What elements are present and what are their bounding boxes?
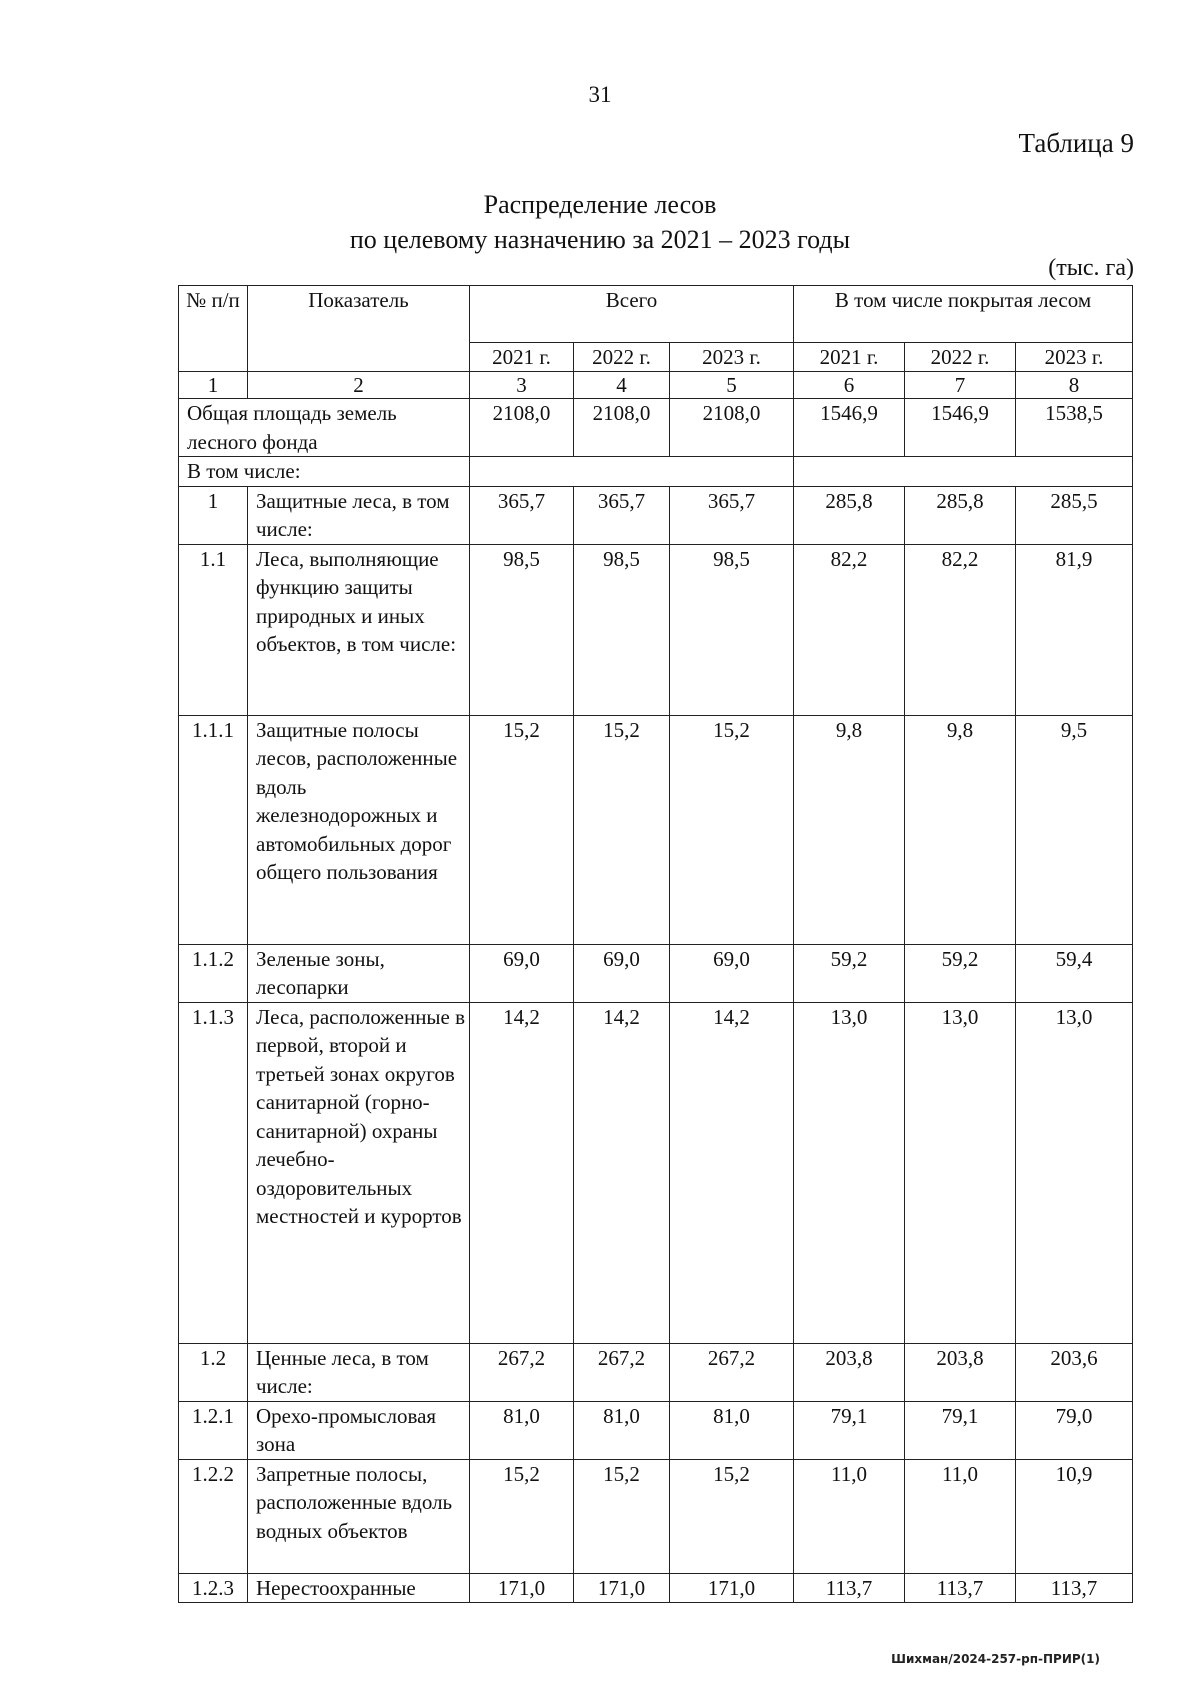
- value-cell: 98,5: [470, 544, 574, 715]
- value-cell: 15,2: [670, 1459, 794, 1573]
- value-cell: 10,9: [1016, 1459, 1133, 1573]
- value-cell: 285,8: [905, 486, 1016, 544]
- header-no: № п/п: [179, 286, 248, 372]
- value-cell: 82,2: [794, 544, 905, 715]
- value-cell: 171,0: [470, 1573, 574, 1603]
- column-number: 7: [905, 372, 1016, 399]
- row-label: Защитные леса, в том числе:: [248, 486, 470, 544]
- value-cell: 365,7: [670, 486, 794, 544]
- table-title-line-1: Распределение лесов: [483, 190, 717, 219]
- header-indicator: Показатель: [248, 286, 470, 372]
- header-year: 2023 г.: [670, 343, 794, 372]
- row-number: 1.2.3: [179, 1573, 248, 1603]
- document-code: Шихман/2024-257-рп-ПРИР(1): [891, 1652, 1100, 1666]
- row-number: 1.1: [179, 544, 248, 715]
- value-cell: 113,7: [905, 1573, 1016, 1603]
- value-cell: 81,0: [670, 1401, 794, 1459]
- value-cell: 15,2: [574, 1459, 670, 1573]
- value-cell: 1538,5: [1016, 399, 1133, 457]
- forest-distribution-table: [178, 285, 1133, 1603]
- units-label: (тыс. га): [1048, 255, 1134, 281]
- header-row-top: [179, 286, 1133, 343]
- value-cell: 1546,9: [905, 399, 1016, 457]
- row-label: Защитные полосы лесов, расположенные вдоль железнодорожных и автомобильных дорог общего пользования: [248, 715, 470, 944]
- value-cell: 15,2: [670, 715, 794, 944]
- value-cell: 113,7: [1016, 1573, 1133, 1603]
- table-row: [179, 1401, 1133, 1459]
- table-row: [179, 486, 1133, 544]
- header-total: Всего: [470, 286, 794, 343]
- value-cell: 98,5: [574, 544, 670, 715]
- value-cell: 2108,0: [574, 399, 670, 457]
- value-cell: 15,2: [470, 715, 574, 944]
- value-cell: 13,0: [1016, 1002, 1133, 1343]
- header-year: 2021 г.: [794, 343, 905, 372]
- value-cell: 79,1: [794, 1401, 905, 1459]
- row-label: Зеленые зоны, лесопарки: [248, 944, 470, 1002]
- row-label: Ценные леса, в том числе:: [248, 1343, 470, 1401]
- total-row: [179, 399, 1133, 457]
- value-cell: 2108,0: [670, 399, 794, 457]
- value-cell: 267,2: [670, 1343, 794, 1401]
- value-cell: 98,5: [670, 544, 794, 715]
- row-number: 1.1.3: [179, 1002, 248, 1343]
- row-label: Леса, выполняющие функцию защиты природных и иных объектов, в том числе:: [248, 544, 470, 715]
- value-cell: 203,8: [905, 1343, 1016, 1401]
- value-cell: 14,2: [470, 1002, 574, 1343]
- value-cell: 13,0: [794, 1002, 905, 1343]
- value-cell: 59,2: [905, 944, 1016, 1002]
- empty-cell: [794, 457, 1133, 487]
- table-title: [0, 187, 1200, 257]
- column-number: 4: [574, 372, 670, 399]
- column-number: 1: [179, 372, 248, 399]
- header-year: 2023 г.: [1016, 343, 1133, 372]
- row-number: 1.1.2: [179, 944, 248, 1002]
- page-number: 31: [588, 82, 612, 107]
- header-year: 2022 г.: [905, 343, 1016, 372]
- value-cell: 203,8: [794, 1343, 905, 1401]
- value-cell: 14,2: [670, 1002, 794, 1343]
- value-cell: 365,7: [470, 486, 574, 544]
- value-cell: 171,0: [670, 1573, 794, 1603]
- value-cell: 113,7: [794, 1573, 905, 1603]
- row-number: 1.2.1: [179, 1401, 248, 1459]
- header-year: 2021 г.: [470, 343, 574, 372]
- row-label: Леса, расположенные в первой, второй и третьей зонах округов санитарной (горно-санитарной) охраны лечебно-оздоровительных местностей и курортов: [248, 1002, 470, 1343]
- value-cell: 59,4: [1016, 944, 1133, 1002]
- table-title-line-2: по целевому назначению за 2021 – 2023 годы: [349, 225, 851, 254]
- row-number: 1.2: [179, 1343, 248, 1401]
- table-row: [179, 544, 1133, 715]
- row-label: Нерестоохранные: [248, 1573, 470, 1603]
- value-cell: 79,0: [1016, 1401, 1133, 1459]
- value-cell: 267,2: [470, 1343, 574, 1401]
- value-cell: 79,1: [905, 1401, 1016, 1459]
- value-cell: 69,0: [574, 944, 670, 1002]
- value-cell: 171,0: [574, 1573, 670, 1603]
- table-label: Таблица 9: [1018, 128, 1134, 158]
- column-number: 3: [470, 372, 574, 399]
- row-label: Орехо-промысловая зона: [248, 1401, 470, 1459]
- table-row: [179, 1459, 1133, 1573]
- row-number: 1.1.1: [179, 715, 248, 944]
- column-number-row: [179, 372, 1133, 399]
- value-cell: 9,8: [905, 715, 1016, 944]
- column-number: 2: [248, 372, 470, 399]
- column-number: 5: [670, 372, 794, 399]
- value-cell: 15,2: [470, 1459, 574, 1573]
- table-row: [179, 1573, 1133, 1603]
- value-cell: 15,2: [574, 715, 670, 944]
- table-row: [179, 715, 1133, 944]
- value-cell: 365,7: [574, 486, 670, 544]
- value-cell: 59,2: [794, 944, 905, 1002]
- value-cell: 13,0: [905, 1002, 1016, 1343]
- value-cell: 1546,9: [794, 399, 905, 457]
- including-label: В том числе:: [179, 457, 470, 487]
- value-cell: 9,5: [1016, 715, 1133, 944]
- row-number: 1.2.2: [179, 1459, 248, 1573]
- value-cell: 81,0: [470, 1401, 574, 1459]
- table-row: [179, 944, 1133, 1002]
- including-row: [179, 457, 1133, 487]
- value-cell: 69,0: [670, 944, 794, 1002]
- row-number: 1: [179, 486, 248, 544]
- value-cell: 9,8: [794, 715, 905, 944]
- value-cell: 203,6: [1016, 1343, 1133, 1401]
- total-row-label: Общая площадь земель лесного фонда: [179, 399, 470, 457]
- value-cell: 69,0: [470, 944, 574, 1002]
- value-cell: 11,0: [905, 1459, 1016, 1573]
- value-cell: 11,0: [794, 1459, 905, 1573]
- empty-cell: [470, 457, 794, 487]
- header-forested: В том числе покрытая лесом: [794, 286, 1133, 343]
- value-cell: 285,8: [794, 486, 905, 544]
- header-year: 2022 г.: [574, 343, 670, 372]
- table-row: [179, 1343, 1133, 1401]
- value-cell: 82,2: [905, 544, 1016, 715]
- value-cell: 267,2: [574, 1343, 670, 1401]
- value-cell: 14,2: [574, 1002, 670, 1343]
- column-number: 6: [794, 372, 905, 399]
- value-cell: 2108,0: [470, 399, 574, 457]
- value-cell: 81,0: [574, 1401, 670, 1459]
- value-cell: 81,9: [1016, 544, 1133, 715]
- value-cell: 285,5: [1016, 486, 1133, 544]
- table-row: [179, 1002, 1133, 1343]
- column-number: 8: [1016, 372, 1133, 399]
- row-label: Запретные полосы, расположенные вдоль водных объектов: [248, 1459, 470, 1573]
